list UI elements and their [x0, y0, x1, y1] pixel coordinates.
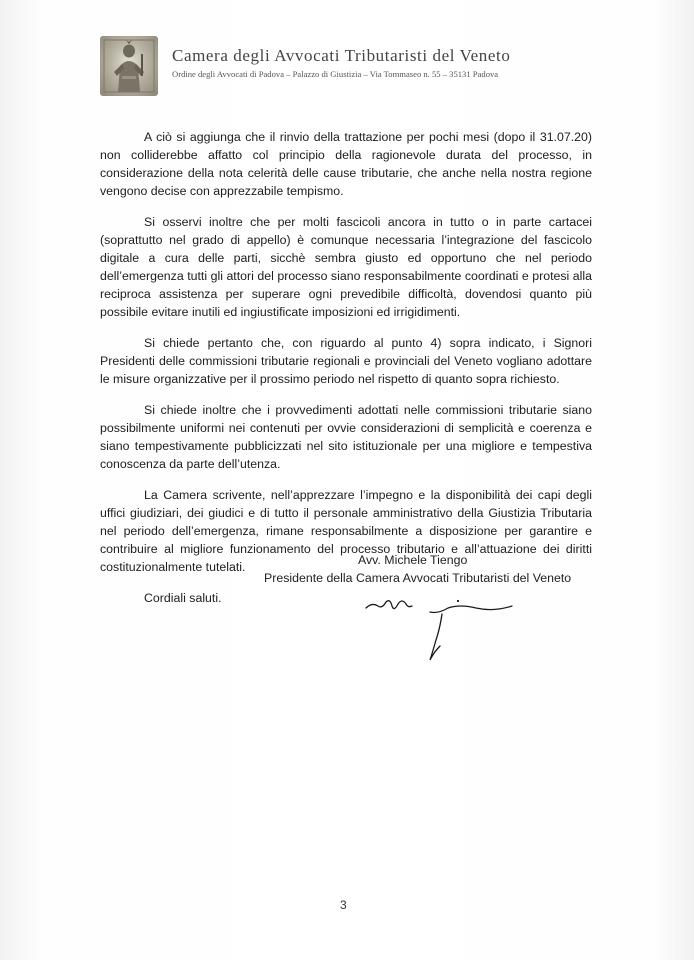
paragraph: La Camera scrivente, nell’apprezzare l’impegno e la disponibilità dei capi degli uffici giudiziari, dei giudici e di tutto il personale amministrativo della Giustizia Tributaria nel periodo dell’emergenza, rimane responsabilmente a disposizione per garantire e contribuire al migliore funzionamento del processo tributario e all’attuazione dei diritti costituzionalmente tutelati.	[100, 488, 592, 574]
closing-salutation: Cordiali saluti.	[144, 591, 222, 605]
letterhead	[100, 36, 600, 98]
organization-name: Camera degli Avvocati Tributaristi del Veneto	[172, 46, 511, 65]
paragraph: Si osservi inoltre che per molti fascicoli ancora in tutto o in parte cartacei (soprattutto nel grado di appello) è comunque necessaria l’integrazione del fascicolo digitale a cura delle parti, sicchè sembra giusto ed opportuno che nel periodo dell’emergenza tutti gli attori del processo siano responsabilmente coordinati e protesi alla reciproca assistenza per superare ogni prevedibile difficoltà, dovendosi quanto più possibile evitare inutili ed ingiustificate imposizioni ed irrigidimenti.	[100, 215, 592, 319]
paragraph: Si chiede inoltre che i provvedimenti adottati nelle commissioni tributarie siano possibilmente uniformi nei contenuti per ovvie considerazioni di semplicità e coerenza e siano tempestivamente pubblicizzati nel sito istituzionale per una migliore e tempestiva conoscenza da parte dell’utenza.	[100, 403, 592, 471]
handwritten-signature	[360, 592, 520, 667]
letter-body	[100, 128, 592, 607]
signatory-name: Avv. Michele Tiengo	[358, 553, 468, 567]
organization-address: Ordine degli Avvocati di Padova – Palazzo di Giustizia – Via Tommaseo n. 55 – 35131 Padova	[172, 69, 499, 79]
paragraph: Si chiede pertanto che, con riguardo al punto 4) sopra indicato, i Signori Presidenti delle commissioni tributarie regionali e provinciali del Veneto vogliano adottare le misure organizzative per il prossimo periodo nel rispetto di quanto sopra richiesto.	[100, 336, 592, 386]
logo-emblem-icon	[100, 36, 158, 96]
page-number: 3	[340, 898, 347, 912]
paragraph: A ciò si aggiunga che il rinvio della trattazione per pochi mesi (dopo il 31.07.20) non colliderebbe affatto col principio della ragionevole durata del processo, in considerazione della nota celerità delle cause tributarie, che anche nella nostra regione vengono decise con apprezzabile tempismo.	[100, 130, 592, 198]
signatory-title: Presidente della Camera Avvocati Tributaristi del Veneto	[264, 571, 572, 585]
